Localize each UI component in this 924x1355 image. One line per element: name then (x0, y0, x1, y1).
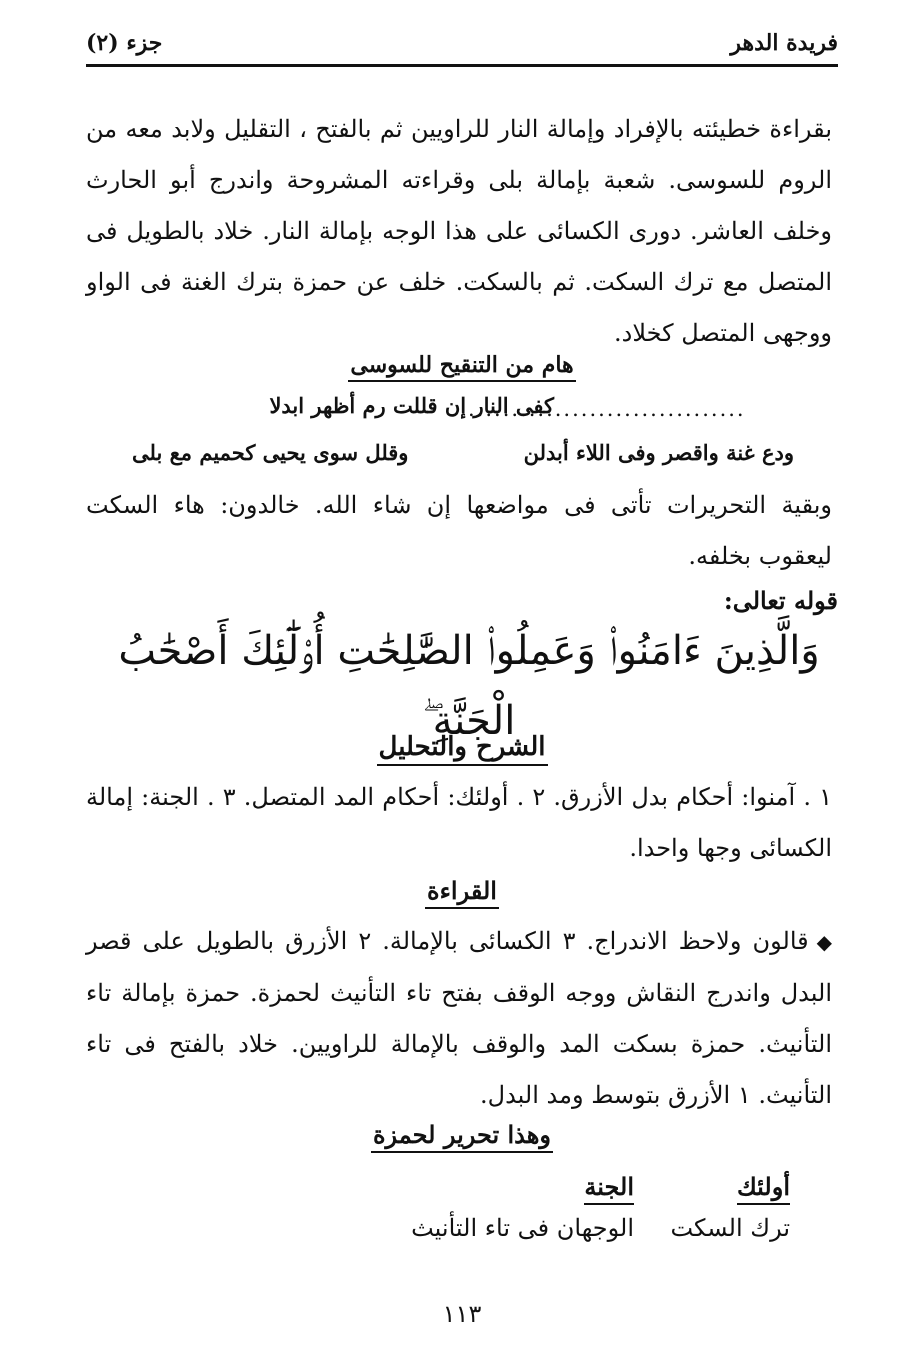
paragraph-3: ١ . آمنوا: أحكام بدل الأزرق. ٢ . أولئك: أحكام المد المتصل. ٣ . الجنة: إمالة الكسائى وجها واحدا. (86, 783, 833, 862)
heading-tahrir (0, 1120, 924, 1153)
table-cell-2: الوجهان فى تاء التأنيث (411, 1214, 634, 1242)
book-title: فريدة الدهر (730, 30, 838, 56)
heading-tahrir-text: وهذا تحرير لحمزة (371, 1120, 553, 1153)
heading-sharh-text: الشرح والتحليل (377, 732, 548, 766)
table-cell-1: ترك السكت (670, 1214, 790, 1242)
quran-verse: وَالَّذِينَ ءَامَنُوا۟ وَعَمِلُوا۟ الصَّٰلِحَٰتِ أُو۟لَٰٓئِكَ أَصْحَٰبُ الْجَنَّةِ ۖ (118, 628, 820, 744)
heading-sousi (0, 352, 924, 382)
table-header-1-text: أولئك (737, 1172, 790, 1205)
paragraph-4 (86, 916, 832, 1121)
heading-qiraa-text: القراءة (425, 876, 499, 909)
verse-line1-right: كفى النار إن قللت رم أظهر ابدلا (269, 393, 554, 418)
part-label: جزء (٢) (86, 30, 163, 56)
verse-line2-left: وقلل سوى يحيى كحميم مع بلى (132, 440, 409, 465)
paragraph-1: بقراءة خطيئته بالإفراد وإمالة النار للراويين ثم بالفتح ، التقليل ولابد معه من الروم للسوسى. شعبة بإمالة بلى وقراءته المشروحة واندرج أبو الحارث وخلف العاشر. دورى الكسائى على هذا الوجه بإمالة النار. خلاد بالطويل فى المتصل مع ترك السكت. ثم بالسكت. خلف عن حمزة بترك الغنة فى الواو ووجهى المتصل كخلاد. (86, 115, 832, 347)
table-header-1 (737, 1172, 790, 1205)
paragraph-2: وبقية التحريرات تأتى فى مواضعها إن شاء الله. خالدون: هاء السكت ليعقوب بخلفه. (86, 491, 832, 570)
diamond-bullet-icon: ◆ (816, 930, 833, 954)
table-header-2 (584, 1172, 634, 1205)
verse-line2-right: ودع غنة واقصر وفى اللاء أبدلن (523, 440, 794, 465)
table-header-2-text: الجنة (584, 1172, 634, 1205)
verse-line1-left: ................................ (468, 397, 746, 421)
paragraph-4-text: قالون ولاحظ الاندراج. ٣ الكسائى بالإمالة. ٢ الأزرق بالطويل على قصر البدل واندرج النقاش ووجه الوقف بفتح تاء التأنيث لحمزة. حمزة بإمالة تاء التأنيث. حمزة بسكت المد والوقف بالإمالة للراويين. خلاد بالفتح فى تاء التأنيث. ١ الأزرق بتوسط ومد البدل. (86, 927, 833, 1109)
page-header (86, 28, 838, 67)
qawluhu-label: قوله تعالى: (723, 586, 838, 615)
heading-qiraa (0, 876, 924, 909)
heading-sharh (0, 732, 924, 766)
page-number: ١١٣ (442, 1300, 482, 1328)
heading-sousi-text: هام من التنقيح للسوسى (348, 352, 575, 382)
